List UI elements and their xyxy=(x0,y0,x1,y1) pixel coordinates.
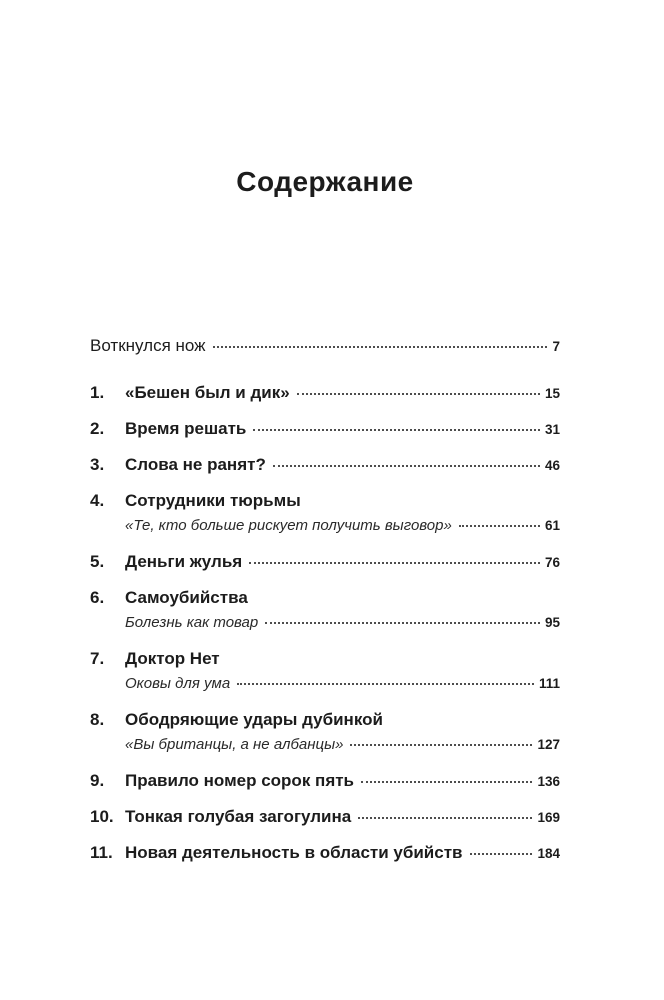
entry-title: Самоубийства xyxy=(125,588,248,607)
entry-page-number: 46 xyxy=(544,458,560,473)
dot-leader xyxy=(273,465,540,467)
toc-entry xyxy=(90,550,560,575)
entry-title: Правило номер сорок пять xyxy=(125,771,355,790)
toc-entry-title-row xyxy=(90,334,560,359)
toc-entry-subtitle-row xyxy=(90,732,560,758)
entry-page-number: 127 xyxy=(537,737,560,752)
toc-entries xyxy=(90,334,560,866)
toc-entry-subtitle-row xyxy=(90,610,560,636)
toc-entry xyxy=(90,417,560,442)
entry-number: 4. xyxy=(90,491,105,510)
toc-entry-title-row xyxy=(90,647,560,671)
dot-leader xyxy=(249,562,540,564)
toc-entry-title-row xyxy=(90,417,560,442)
page-title: Содержание xyxy=(236,166,414,197)
entry-number: 10. xyxy=(90,807,114,826)
dot-leader xyxy=(470,853,533,855)
dot-leader xyxy=(213,346,548,348)
entry-title: Слова не ранят? xyxy=(125,455,266,474)
entry-subtitle: «Те, кто больше рискует получить выговор» xyxy=(125,517,452,534)
toc-entry-title-row xyxy=(90,489,560,513)
dot-leader xyxy=(358,817,532,819)
entry-page-number: 7 xyxy=(552,339,560,354)
toc-entry-title-row xyxy=(90,550,560,575)
entry-page-number: 31 xyxy=(544,422,560,437)
entry-page-number: 136 xyxy=(537,774,560,789)
toc-entry xyxy=(90,647,560,697)
entry-subtitle: Оковы для ума xyxy=(125,675,231,692)
entry-number: 5. xyxy=(90,552,105,571)
dot-leader xyxy=(350,744,532,746)
entry-page-number: 61 xyxy=(544,518,560,533)
toc-entry xyxy=(90,769,560,794)
toc-entry-title-row xyxy=(90,586,560,610)
entry-title: Новая деятельность в области убийств xyxy=(125,843,463,862)
toc-entry xyxy=(90,841,560,866)
entry-number: 2. xyxy=(90,419,105,438)
entry-subtitle: «Вы британцы, а не албанцы» xyxy=(125,736,344,753)
entry-number: 8. xyxy=(90,710,105,729)
dot-leader xyxy=(297,393,540,395)
entry-title: Деньги жулья xyxy=(125,552,243,571)
entry-number: 7. xyxy=(90,649,105,668)
entry-title: «Бешен был и дик» xyxy=(125,383,290,402)
toc-entry xyxy=(90,489,560,539)
toc-entry-title-row xyxy=(90,805,560,830)
toc-entry-title-row xyxy=(90,453,560,478)
toc-entry-title-row xyxy=(90,708,560,732)
dot-leader xyxy=(459,525,540,527)
entry-title: Время решать xyxy=(125,419,247,438)
toc-entry xyxy=(90,586,560,636)
toc-entry xyxy=(90,381,560,406)
toc-entry xyxy=(90,453,560,478)
entry-page-number: 169 xyxy=(537,810,560,825)
toc-entry-subtitle-row xyxy=(90,513,560,539)
toc-entry xyxy=(90,805,560,830)
entry-page-number: 15 xyxy=(544,386,560,401)
toc-entry-title-row xyxy=(90,381,560,406)
entry-number: 9. xyxy=(90,771,105,790)
entry-title: Воткнулся нож xyxy=(90,336,206,355)
entry-number: 6. xyxy=(90,588,105,607)
entry-title: Ободряющие удары дубинкой xyxy=(125,710,383,729)
entry-page-number: 95 xyxy=(544,615,560,630)
dot-leader xyxy=(361,781,532,783)
entry-number: 1. xyxy=(90,383,105,402)
entry-title: Сотрудники тюрьмы xyxy=(125,491,301,510)
entry-title: Тонкая голубая загогулина xyxy=(125,807,352,826)
toc-entry-title-row xyxy=(90,841,560,866)
toc-entry-title-row xyxy=(90,769,560,794)
entry-number: 11. xyxy=(90,843,113,862)
toc-entry xyxy=(90,334,560,359)
entry-subtitle: Болезнь как товар xyxy=(125,614,259,631)
toc-entry-subtitle-row xyxy=(90,671,560,697)
entry-number: 3. xyxy=(90,455,105,474)
entry-page-number: 76 xyxy=(544,555,560,570)
dot-leader xyxy=(265,622,540,624)
toc-entry xyxy=(90,708,560,758)
dot-leader xyxy=(237,683,534,685)
dot-leader xyxy=(253,429,540,431)
entry-page-number: 184 xyxy=(537,846,560,861)
entry-title: Доктор Нет xyxy=(125,649,220,668)
entry-page-number: 111 xyxy=(538,676,560,691)
